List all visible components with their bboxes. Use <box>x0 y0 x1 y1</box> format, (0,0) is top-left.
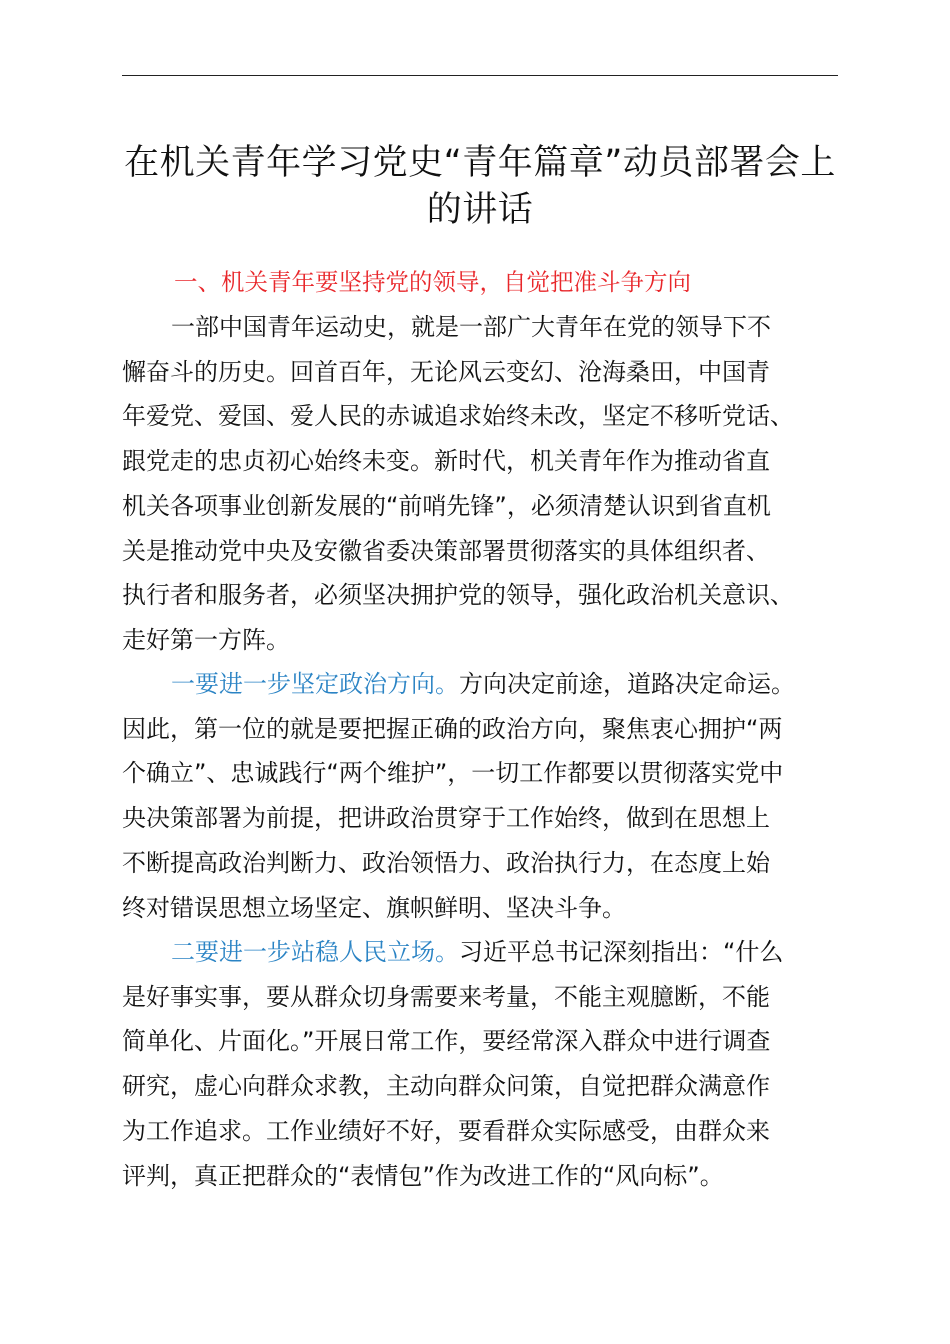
paragraph-line: 年爱党、爱国、爱人民的赤诚追求始终未改，坚定不移听党话、 <box>122 402 794 431</box>
paragraph-line: 个确立”、忠诚践行“两个维护”，一切工作都要以贯彻落实党中 <box>122 759 784 788</box>
paragraph-line: 研究，虚心向群众求教，主动向群众问策，自觉把群众满意作 <box>122 1072 770 1101</box>
paragraph-line: 因此，第一位的就是要把握正确的政治方向，聚焦衷心拥护“两 <box>122 714 783 743</box>
paragraph-line: 为工作追求。工作业绩好不好，要看群众实际感受，由群众来 <box>122 1116 770 1145</box>
paragraph-line: 执行者和服务者，必须坚决拥护党的领导，强化政治机关意识、 <box>122 581 794 610</box>
paragraph-first-line <box>122 930 848 975</box>
title-line-1: 在机关青年学习党史“青年篇章”动员部署会上 <box>124 143 836 183</box>
section-heading-1: 一、机关青年要坚持党的领导，自觉把准斗争方向 <box>174 268 691 296</box>
paragraph-first-text: 习近平总书记深刻指出：“什么 <box>459 938 784 966</box>
paragraph-line: 简单化、片面化。”开展日常工作，要经常深入群众中进行调查 <box>122 1027 771 1056</box>
paragraph-line: 终对错误思想立场坚定、旗帜鲜明、坚决斗争。 <box>122 893 626 922</box>
paragraph-lead-heading: 一要进一步坚定政治方向。 <box>171 670 459 698</box>
paragraph-line: 走好第一方阵。 <box>122 625 290 654</box>
page-title <box>112 140 848 234</box>
paragraph-line: 一部中国青年运动史，就是一部广大青年在党的领导下不 <box>171 313 771 341</box>
paragraph-first-text: 方向决定前途，道路决定命运。 <box>459 670 795 698</box>
paragraph-2 <box>122 662 848 930</box>
top-divider <box>122 75 838 76</box>
paragraph-line: 不断提高政治判断力、政治领悟力、政治执行力，在态度上始 <box>122 848 770 877</box>
paragraph-line: 懈奋斗的历史。回首百年，无论风云变幻、沧海桑田，中国青 <box>122 357 770 386</box>
paragraph-line: 跟党走的忠贞初心始终未变。新时代，机关青年作为推动省直 <box>122 447 770 476</box>
paragraph-line: 关是推动党中央及安徽省委决策部署贯彻落实的具体组织者、 <box>122 536 770 565</box>
paragraph-line: 机关各项事业创新发展的“前哨先锋”，必须清楚认识到省直机 <box>122 491 771 520</box>
paragraph-lead-heading: 二要进一步站稳人民立场。 <box>171 938 459 966</box>
paragraph-first-line <box>122 662 848 707</box>
paragraph-1 <box>122 305 848 663</box>
paragraph-line: 是好事实事，要从群众切身需要来考量，不能主观臆断，不能 <box>122 982 770 1011</box>
paragraph-line: 评判，真正把群众的“表情包”作为改进工作的“风向标”。 <box>122 1161 724 1190</box>
title-line-2: 的讲话 <box>426 190 534 230</box>
paragraph-line: 央决策部署为前提，把讲政治贯穿于工作始终，做到在思想上 <box>122 804 770 833</box>
paragraph-3 <box>122 930 848 1198</box>
